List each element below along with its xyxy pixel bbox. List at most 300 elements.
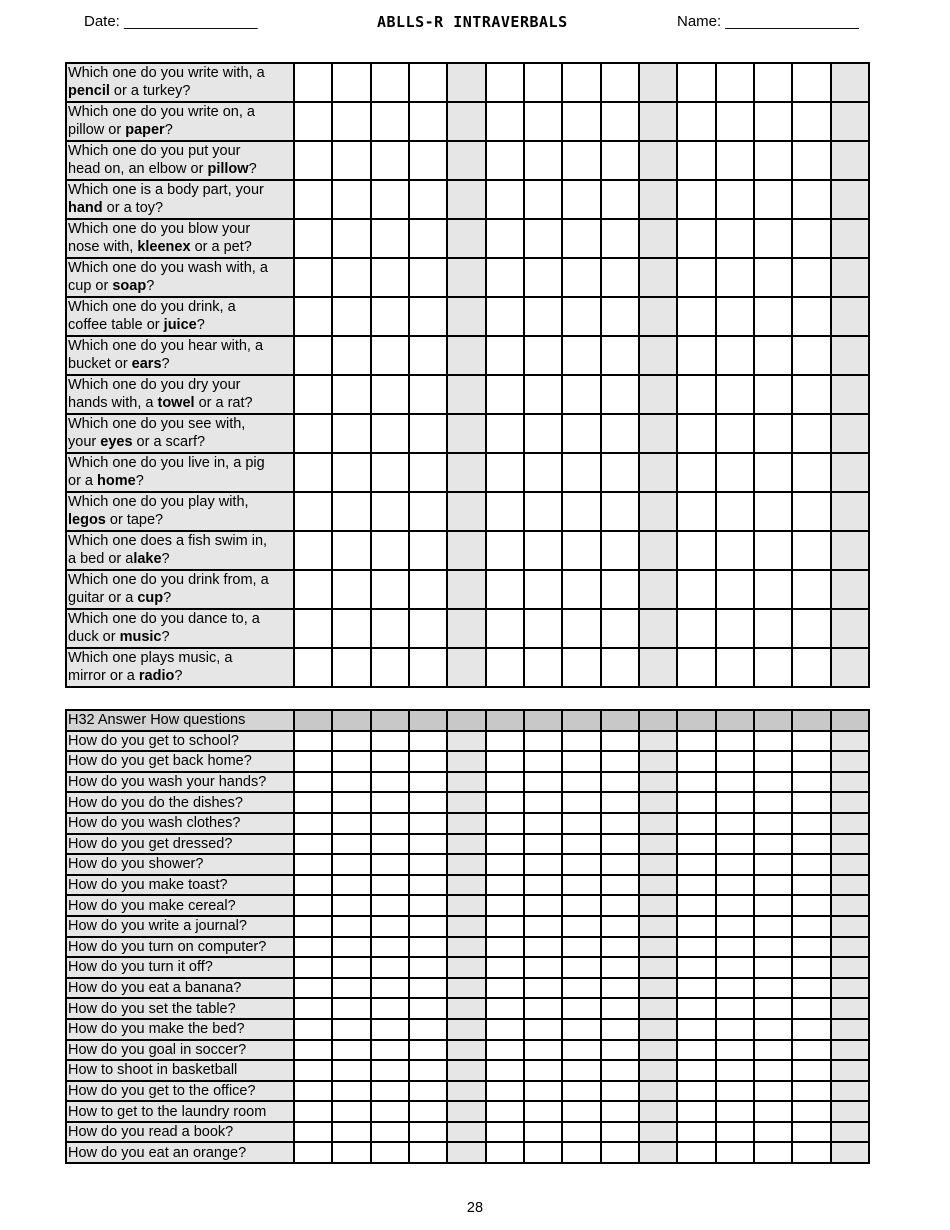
score-cell[interactable] (562, 609, 600, 648)
score-cell[interactable] (486, 258, 524, 297)
score-cell[interactable] (677, 1019, 715, 1040)
score-cell[interactable] (524, 531, 562, 570)
score-cell[interactable] (601, 1060, 639, 1081)
score-cell[interactable] (447, 1122, 485, 1143)
score-cell[interactable] (447, 854, 485, 875)
score-cell[interactable] (639, 531, 677, 570)
score-cell[interactable] (792, 1122, 830, 1143)
score-cell[interactable] (677, 1101, 715, 1122)
score-cell[interactable] (447, 1019, 485, 1040)
score-cell[interactable] (294, 453, 332, 492)
score-cell[interactable] (601, 219, 639, 258)
score-cell[interactable] (716, 414, 754, 453)
score-cell[interactable] (601, 609, 639, 648)
score-cell[interactable] (792, 219, 830, 258)
score-cell[interactable] (792, 1040, 830, 1061)
score-cell[interactable] (754, 375, 792, 414)
score-cell[interactable] (332, 219, 370, 258)
score-cell[interactable] (562, 1019, 600, 1040)
score-cell[interactable] (639, 336, 677, 375)
score-cell[interactable] (754, 531, 792, 570)
score-cell[interactable] (447, 375, 485, 414)
score-cell[interactable] (754, 1060, 792, 1081)
score-cell[interactable] (409, 1142, 447, 1163)
score-cell[interactable] (524, 772, 562, 793)
score-cell[interactable] (716, 1040, 754, 1061)
score-cell[interactable] (639, 1019, 677, 1040)
score-cell[interactable] (409, 978, 447, 999)
score-cell[interactable] (639, 937, 677, 958)
score-cell[interactable] (409, 453, 447, 492)
score-cell[interactable] (831, 102, 869, 141)
score-cell[interactable] (831, 916, 869, 937)
score-cell[interactable] (754, 141, 792, 180)
score-cell[interactable] (332, 875, 370, 896)
score-cell[interactable] (332, 1019, 370, 1040)
score-cell[interactable] (371, 834, 409, 855)
score-cell[interactable] (792, 141, 830, 180)
score-cell[interactable] (601, 336, 639, 375)
score-cell[interactable] (716, 102, 754, 141)
score-cell[interactable] (371, 731, 409, 752)
score-cell[interactable] (639, 63, 677, 102)
score-cell[interactable] (409, 792, 447, 813)
score-cell[interactable] (486, 414, 524, 453)
score-cell[interactable] (409, 1101, 447, 1122)
score-cell[interactable] (831, 414, 869, 453)
score-cell[interactable] (639, 751, 677, 772)
score-cell[interactable] (486, 219, 524, 258)
score-cell[interactable] (447, 141, 485, 180)
score-cell[interactable] (754, 258, 792, 297)
score-cell[interactable] (371, 375, 409, 414)
score-cell[interactable] (716, 1019, 754, 1040)
score-cell[interactable] (716, 854, 754, 875)
score-cell[interactable] (792, 978, 830, 999)
score-cell[interactable] (601, 998, 639, 1019)
score-cell[interactable] (447, 258, 485, 297)
score-cell[interactable] (754, 63, 792, 102)
score-cell[interactable] (831, 854, 869, 875)
score-cell[interactable] (294, 297, 332, 336)
score-cell[interactable] (754, 916, 792, 937)
score-cell[interactable] (792, 1019, 830, 1040)
score-cell[interactable] (332, 375, 370, 414)
score-cell[interactable] (639, 854, 677, 875)
score-cell[interactable] (524, 453, 562, 492)
score-cell[interactable] (677, 492, 715, 531)
score-cell[interactable] (677, 792, 715, 813)
score-cell[interactable] (792, 772, 830, 793)
score-cell[interactable] (792, 792, 830, 813)
score-cell[interactable] (792, 609, 830, 648)
score-cell[interactable] (792, 648, 830, 687)
score-cell[interactable] (716, 258, 754, 297)
score-cell[interactable] (409, 531, 447, 570)
score-cell[interactable] (639, 978, 677, 999)
score-cell[interactable] (716, 957, 754, 978)
score-cell[interactable] (831, 978, 869, 999)
score-cell[interactable] (601, 792, 639, 813)
score-cell[interactable] (486, 937, 524, 958)
score-cell[interactable] (639, 648, 677, 687)
score-cell[interactable] (294, 141, 332, 180)
score-cell[interactable] (677, 854, 715, 875)
score-cell[interactable] (332, 813, 370, 834)
score-cell[interactable] (524, 731, 562, 752)
score-cell[interactable] (792, 336, 830, 375)
score-cell[interactable] (562, 219, 600, 258)
score-cell[interactable] (716, 453, 754, 492)
score-cell[interactable] (716, 1122, 754, 1143)
score-cell[interactable] (601, 570, 639, 609)
score-cell[interactable] (447, 937, 485, 958)
score-cell[interactable] (294, 1101, 332, 1122)
score-cell[interactable] (562, 1101, 600, 1122)
score-cell[interactable] (486, 297, 524, 336)
score-cell[interactable] (332, 63, 370, 102)
score-cell[interactable] (716, 1081, 754, 1102)
score-cell[interactable] (332, 978, 370, 999)
score-cell[interactable] (716, 751, 754, 772)
score-cell[interactable] (294, 1060, 332, 1081)
score-cell[interactable] (639, 916, 677, 937)
score-cell[interactable] (294, 813, 332, 834)
score-cell[interactable] (562, 102, 600, 141)
score-cell[interactable] (792, 916, 830, 937)
score-cell[interactable] (332, 772, 370, 793)
score-cell[interactable] (792, 834, 830, 855)
score-cell[interactable] (524, 375, 562, 414)
score-cell[interactable] (486, 648, 524, 687)
score-cell[interactable] (677, 453, 715, 492)
score-cell[interactable] (562, 998, 600, 1019)
score-cell[interactable] (601, 648, 639, 687)
score-cell[interactable] (486, 570, 524, 609)
score-cell[interactable] (371, 219, 409, 258)
score-cell[interactable] (524, 854, 562, 875)
score-cell[interactable] (371, 957, 409, 978)
score-cell[interactable] (562, 875, 600, 896)
score-cell[interactable] (332, 141, 370, 180)
score-cell[interactable] (562, 1122, 600, 1143)
score-cell[interactable] (716, 1142, 754, 1163)
score-cell[interactable] (792, 1081, 830, 1102)
score-cell[interactable] (716, 998, 754, 1019)
score-cell[interactable] (677, 895, 715, 916)
score-cell[interactable] (562, 1081, 600, 1102)
score-cell[interactable] (447, 570, 485, 609)
score-cell[interactable] (332, 180, 370, 219)
score-cell[interactable] (831, 1019, 869, 1040)
score-cell[interactable] (562, 336, 600, 375)
score-cell[interactable] (639, 414, 677, 453)
score-cell[interactable] (792, 492, 830, 531)
score-cell[interactable] (639, 731, 677, 752)
score-cell[interactable] (294, 609, 332, 648)
score-cell[interactable] (371, 297, 409, 336)
score-cell[interactable] (639, 297, 677, 336)
score-cell[interactable] (447, 102, 485, 141)
score-cell[interactable] (486, 375, 524, 414)
score-cell[interactable] (409, 648, 447, 687)
score-cell[interactable] (332, 834, 370, 855)
score-cell[interactable] (831, 531, 869, 570)
score-cell[interactable] (371, 998, 409, 1019)
score-cell[interactable] (486, 141, 524, 180)
score-cell[interactable] (447, 180, 485, 219)
score-cell[interactable] (754, 570, 792, 609)
score-cell[interactable] (332, 570, 370, 609)
score-cell[interactable] (294, 1122, 332, 1143)
score-cell[interactable] (447, 492, 485, 531)
score-cell[interactable] (831, 648, 869, 687)
score-cell[interactable] (409, 1019, 447, 1040)
score-cell[interactable] (562, 297, 600, 336)
score-cell[interactable] (486, 998, 524, 1019)
score-cell[interactable] (716, 375, 754, 414)
score-cell[interactable] (524, 1040, 562, 1061)
score-cell[interactable] (486, 336, 524, 375)
score-cell[interactable] (409, 772, 447, 793)
score-cell[interactable] (716, 297, 754, 336)
score-cell[interactable] (447, 63, 485, 102)
score-cell[interactable] (409, 492, 447, 531)
score-cell[interactable] (831, 751, 869, 772)
score-cell[interactable] (639, 834, 677, 855)
score-cell[interactable] (562, 854, 600, 875)
score-cell[interactable] (447, 531, 485, 570)
score-cell[interactable] (371, 937, 409, 958)
score-cell[interactable] (447, 453, 485, 492)
score-cell[interactable] (371, 492, 409, 531)
score-cell[interactable] (562, 1142, 600, 1163)
score-cell[interactable] (831, 1142, 869, 1163)
score-cell[interactable] (716, 336, 754, 375)
score-cell[interactable] (371, 141, 409, 180)
score-cell[interactable] (486, 492, 524, 531)
score-cell[interactable] (831, 219, 869, 258)
score-cell[interactable] (831, 1081, 869, 1102)
score-cell[interactable] (524, 834, 562, 855)
score-cell[interactable] (754, 219, 792, 258)
score-cell[interactable] (562, 978, 600, 999)
score-cell[interactable] (524, 297, 562, 336)
score-cell[interactable] (409, 834, 447, 855)
score-cell[interactable] (639, 219, 677, 258)
score-cell[interactable] (639, 375, 677, 414)
score-cell[interactable] (409, 751, 447, 772)
score-cell[interactable] (447, 834, 485, 855)
score-cell[interactable] (524, 1019, 562, 1040)
score-cell[interactable] (601, 751, 639, 772)
score-cell[interactable] (409, 414, 447, 453)
score-cell[interactable] (601, 492, 639, 531)
score-cell[interactable] (639, 813, 677, 834)
score-cell[interactable] (601, 180, 639, 219)
score-cell[interactable] (409, 854, 447, 875)
score-cell[interactable] (294, 751, 332, 772)
score-cell[interactable] (562, 731, 600, 752)
score-cell[interactable] (332, 957, 370, 978)
score-cell[interactable] (524, 336, 562, 375)
score-cell[interactable] (447, 772, 485, 793)
score-cell[interactable] (562, 453, 600, 492)
score-cell[interactable] (677, 414, 715, 453)
score-cell[interactable] (409, 336, 447, 375)
score-cell[interactable] (754, 453, 792, 492)
score-cell[interactable] (831, 895, 869, 916)
score-cell[interactable] (601, 937, 639, 958)
score-cell[interactable] (332, 1040, 370, 1061)
score-cell[interactable] (332, 1122, 370, 1143)
score-cell[interactable] (716, 731, 754, 752)
score-cell[interactable] (562, 63, 600, 102)
score-cell[interactable] (409, 180, 447, 219)
score-cell[interactable] (601, 916, 639, 937)
score-cell[interactable] (294, 998, 332, 1019)
score-cell[interactable] (601, 957, 639, 978)
score-cell[interactable] (754, 751, 792, 772)
score-cell[interactable] (294, 731, 332, 752)
score-cell[interactable] (332, 792, 370, 813)
score-cell[interactable] (639, 1122, 677, 1143)
score-cell[interactable] (601, 854, 639, 875)
score-cell[interactable] (562, 916, 600, 937)
score-cell[interactable] (486, 854, 524, 875)
score-cell[interactable] (294, 1019, 332, 1040)
score-cell[interactable] (677, 834, 715, 855)
score-cell[interactable] (677, 813, 715, 834)
score-cell[interactable] (524, 751, 562, 772)
score-cell[interactable] (792, 258, 830, 297)
score-cell[interactable] (716, 609, 754, 648)
score-cell[interactable] (409, 1060, 447, 1081)
score-cell[interactable] (639, 453, 677, 492)
score-cell[interactable] (332, 937, 370, 958)
score-cell[interactable] (447, 648, 485, 687)
score-cell[interactable] (792, 297, 830, 336)
score-cell[interactable] (524, 792, 562, 813)
score-cell[interactable] (754, 492, 792, 531)
score-cell[interactable] (754, 1122, 792, 1143)
score-cell[interactable] (524, 258, 562, 297)
score-cell[interactable] (409, 609, 447, 648)
score-cell[interactable] (831, 813, 869, 834)
score-cell[interactable] (792, 531, 830, 570)
score-cell[interactable] (754, 998, 792, 1019)
score-cell[interactable] (524, 414, 562, 453)
score-cell[interactable] (792, 998, 830, 1019)
score-cell[interactable] (792, 1101, 830, 1122)
score-cell[interactable] (332, 336, 370, 375)
score-cell[interactable] (639, 875, 677, 896)
score-cell[interactable] (639, 1101, 677, 1122)
score-cell[interactable] (524, 813, 562, 834)
score-cell[interactable] (447, 895, 485, 916)
score-cell[interactable] (716, 875, 754, 896)
score-cell[interactable] (792, 937, 830, 958)
score-cell[interactable] (371, 916, 409, 937)
score-cell[interactable] (716, 570, 754, 609)
score-cell[interactable] (716, 492, 754, 531)
score-cell[interactable] (371, 751, 409, 772)
score-cell[interactable] (754, 609, 792, 648)
score-cell[interactable] (601, 375, 639, 414)
score-cell[interactable] (754, 854, 792, 875)
score-cell[interactable] (716, 648, 754, 687)
score-cell[interactable] (677, 648, 715, 687)
score-cell[interactable] (409, 1081, 447, 1102)
score-cell[interactable] (332, 854, 370, 875)
score-cell[interactable] (409, 570, 447, 609)
score-cell[interactable] (639, 258, 677, 297)
score-cell[interactable] (716, 937, 754, 958)
score-cell[interactable] (601, 875, 639, 896)
score-cell[interactable] (716, 141, 754, 180)
score-cell[interactable] (486, 875, 524, 896)
score-cell[interactable] (831, 258, 869, 297)
score-cell[interactable] (754, 937, 792, 958)
score-cell[interactable] (371, 1040, 409, 1061)
score-cell[interactable] (677, 731, 715, 752)
score-cell[interactable] (831, 772, 869, 793)
score-cell[interactable] (409, 813, 447, 834)
score-cell[interactable] (371, 792, 409, 813)
score-cell[interactable] (639, 492, 677, 531)
score-cell[interactable] (294, 1081, 332, 1102)
score-cell[interactable] (294, 937, 332, 958)
score-cell[interactable] (371, 1101, 409, 1122)
score-cell[interactable] (716, 1101, 754, 1122)
score-cell[interactable] (639, 141, 677, 180)
score-cell[interactable] (754, 180, 792, 219)
score-cell[interactable] (677, 1081, 715, 1102)
score-cell[interactable] (294, 854, 332, 875)
score-cell[interactable] (332, 751, 370, 772)
score-cell[interactable] (754, 772, 792, 793)
score-cell[interactable] (716, 792, 754, 813)
score-cell[interactable] (639, 1142, 677, 1163)
score-cell[interactable] (409, 916, 447, 937)
score-cell[interactable] (294, 957, 332, 978)
score-cell[interactable] (332, 297, 370, 336)
score-cell[interactable] (524, 875, 562, 896)
score-cell[interactable] (831, 1060, 869, 1081)
score-cell[interactable] (677, 957, 715, 978)
score-cell[interactable] (524, 219, 562, 258)
score-cell[interactable] (754, 834, 792, 855)
score-cell[interactable] (371, 180, 409, 219)
score-cell[interactable] (294, 336, 332, 375)
score-cell[interactable] (447, 414, 485, 453)
score-cell[interactable] (716, 978, 754, 999)
score-cell[interactable] (601, 834, 639, 855)
score-cell[interactable] (486, 180, 524, 219)
score-cell[interactable] (831, 731, 869, 752)
score-cell[interactable] (486, 813, 524, 834)
score-cell[interactable] (677, 63, 715, 102)
score-cell[interactable] (831, 492, 869, 531)
score-cell[interactable] (716, 219, 754, 258)
score-cell[interactable] (294, 772, 332, 793)
score-cell[interactable] (447, 978, 485, 999)
score-cell[interactable] (524, 1142, 562, 1163)
score-cell[interactable] (294, 792, 332, 813)
score-cell[interactable] (562, 1040, 600, 1061)
score-cell[interactable] (524, 141, 562, 180)
score-cell[interactable] (524, 895, 562, 916)
